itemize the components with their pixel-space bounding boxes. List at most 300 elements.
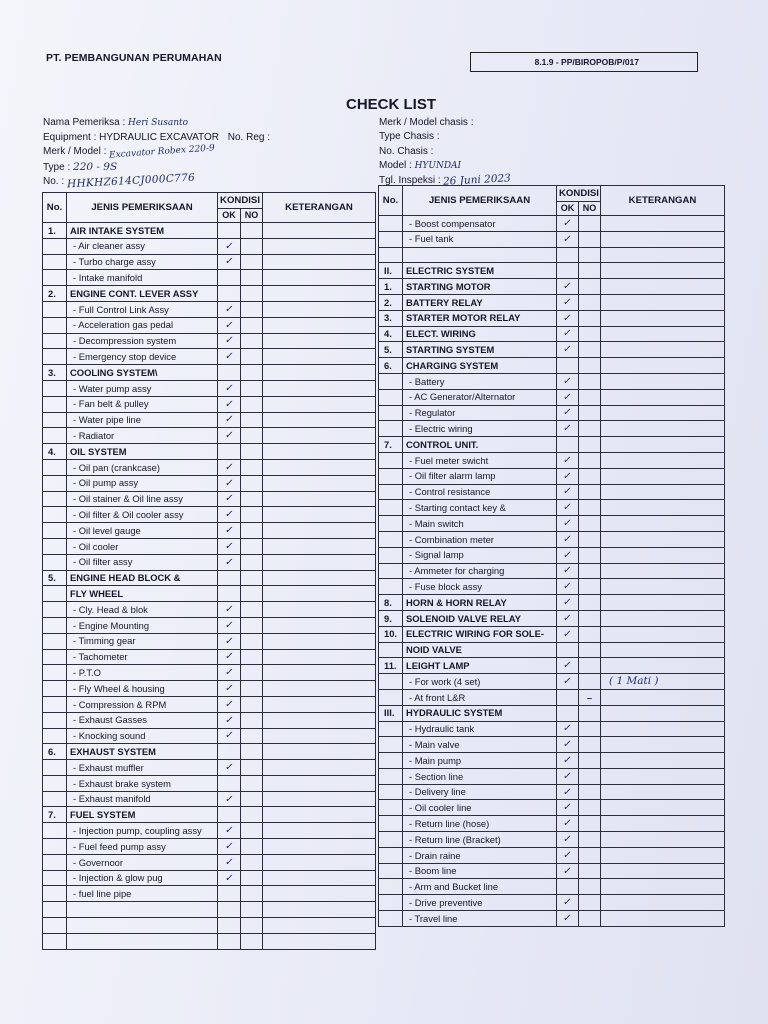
keterangan-cell bbox=[601, 263, 725, 279]
keterangan-cell bbox=[263, 633, 376, 649]
keterangan-cell bbox=[601, 326, 725, 342]
ok-cell bbox=[557, 405, 579, 421]
ok-cell bbox=[218, 523, 241, 539]
tgl-inspeksi-value: 26 Juni 2023 bbox=[443, 172, 512, 188]
keterangan-cell bbox=[601, 832, 725, 848]
keterangan-text bbox=[603, 391, 609, 403]
keterangan-text bbox=[265, 240, 271, 252]
company-name: PT. PEMBANGUNAN PERUMAHAN bbox=[46, 52, 222, 64]
item-label: - Battery bbox=[403, 373, 557, 389]
item-label: - Oil pump assy bbox=[67, 475, 218, 491]
table-row bbox=[43, 254, 376, 270]
keterangan-text bbox=[603, 849, 609, 861]
checkmark-icon: ✓ bbox=[562, 912, 573, 924]
section-label: CHARGING SYSTEM bbox=[403, 358, 557, 374]
row-number bbox=[379, 911, 403, 927]
row-number bbox=[43, 649, 67, 665]
row-number bbox=[43, 301, 67, 317]
row-number bbox=[379, 421, 403, 437]
keterangan-text bbox=[603, 881, 609, 893]
no-cell bbox=[241, 602, 263, 618]
keterangan-cell bbox=[263, 538, 376, 554]
equipment-label: Equipment : HYDRAULIC EXCAVATOR bbox=[43, 132, 219, 143]
row-number bbox=[43, 791, 67, 807]
ok-cell bbox=[218, 744, 241, 760]
keterangan-text bbox=[603, 628, 609, 640]
keterangan-cell bbox=[601, 847, 725, 863]
table-row bbox=[379, 816, 725, 832]
checkmark-icon: ✓ bbox=[562, 565, 573, 577]
no-cell bbox=[241, 491, 263, 507]
row-number: 7. bbox=[379, 437, 403, 453]
checkmark-icon: ✓ bbox=[224, 604, 235, 616]
keterangan-text bbox=[265, 319, 271, 331]
header-no-kondisi: NO bbox=[579, 202, 601, 216]
table-row bbox=[43, 870, 376, 886]
tgl-inspeksi-label: Tgl. Inspeksi : bbox=[379, 175, 441, 186]
keterangan-text bbox=[265, 730, 271, 742]
row-number bbox=[43, 428, 67, 444]
no-cell bbox=[241, 696, 263, 712]
table-row bbox=[43, 444, 376, 460]
item-label: - Regulator bbox=[403, 405, 557, 421]
ok-cell bbox=[218, 807, 241, 823]
checkmark-icon: ✓ bbox=[562, 597, 573, 609]
keterangan-cell bbox=[263, 475, 376, 491]
model-field bbox=[379, 160, 461, 171]
ok-cell bbox=[557, 753, 579, 769]
no-cell bbox=[579, 342, 601, 358]
row-number bbox=[379, 832, 403, 848]
header-no: No. bbox=[43, 193, 67, 223]
row-number bbox=[379, 674, 403, 690]
item-label: - Turbo charge assy bbox=[67, 254, 218, 270]
item-label: - AC Generator/Alternator bbox=[403, 389, 557, 405]
section-label: BATTERY RELAY bbox=[403, 294, 557, 310]
ok-cell bbox=[218, 586, 241, 602]
keterangan-text bbox=[603, 533, 609, 545]
table-row bbox=[379, 800, 725, 816]
item-label: - Emergency stop device bbox=[67, 349, 218, 365]
table-row bbox=[379, 705, 725, 721]
ok-cell bbox=[218, 475, 241, 491]
row-number bbox=[43, 854, 67, 870]
no-cell bbox=[579, 832, 601, 848]
checkmark-icon: ✓ bbox=[224, 683, 235, 694]
keterangan-text bbox=[265, 540, 271, 552]
keterangan-text bbox=[603, 407, 609, 419]
keterangan-cell bbox=[601, 516, 725, 532]
keterangan-cell bbox=[601, 342, 725, 358]
row-number bbox=[43, 317, 67, 333]
row-number bbox=[379, 642, 403, 658]
checkmark-icon: ✓ bbox=[562, 233, 573, 245]
row-number: 10. bbox=[379, 626, 403, 642]
table-row bbox=[43, 554, 376, 570]
row-number bbox=[379, 468, 403, 484]
keterangan-cell bbox=[263, 839, 376, 855]
table-row bbox=[379, 279, 725, 295]
ok-cell bbox=[557, 737, 579, 753]
item-label: - At front L&R bbox=[403, 689, 557, 705]
item-label: - Delivery line bbox=[403, 784, 557, 800]
ok-cell bbox=[557, 342, 579, 358]
keterangan-cell bbox=[601, 689, 725, 705]
table-row bbox=[43, 933, 376, 949]
keterangan-cell bbox=[263, 459, 376, 475]
table-row bbox=[43, 459, 376, 475]
row-number bbox=[43, 712, 67, 728]
header-no: No. bbox=[379, 186, 403, 216]
no-cell bbox=[579, 879, 601, 895]
keterangan-text bbox=[603, 865, 609, 877]
table-row bbox=[379, 326, 725, 342]
keterangan-text bbox=[265, 619, 271, 631]
ok-cell bbox=[557, 579, 579, 595]
section-label: STARTING SYSTEM bbox=[403, 342, 557, 358]
no-cell bbox=[579, 642, 601, 658]
table-row bbox=[379, 484, 725, 500]
row-number: 4. bbox=[43, 444, 67, 460]
section-label: STARTING MOTOR bbox=[403, 279, 557, 295]
table-row bbox=[43, 523, 376, 539]
keterangan-text bbox=[603, 833, 609, 845]
row-number bbox=[43, 760, 67, 776]
keterangan-cell bbox=[263, 649, 376, 665]
item-label: - Water pipe line bbox=[67, 412, 218, 428]
ok-cell bbox=[557, 437, 579, 453]
item-label: - Boom line bbox=[403, 863, 557, 879]
no-cell bbox=[241, 807, 263, 823]
checkmark-icon: ✓ bbox=[224, 256, 235, 268]
no-chasis-field bbox=[379, 146, 433, 157]
header-ok: OK bbox=[557, 202, 579, 216]
keterangan-cell bbox=[263, 823, 376, 839]
ok-cell bbox=[557, 800, 579, 816]
row-number bbox=[43, 696, 67, 712]
no-cell bbox=[579, 705, 601, 721]
row-number: 7. bbox=[43, 807, 67, 823]
no-cell bbox=[579, 674, 601, 690]
table-row bbox=[379, 911, 725, 927]
checkmark-icon: ✓ bbox=[224, 698, 235, 710]
row-number bbox=[43, 870, 67, 886]
checkmark-icon: ✓ bbox=[224, 840, 235, 852]
table-row bbox=[43, 317, 376, 333]
checkmark-icon: ✓ bbox=[224, 540, 235, 552]
table-row bbox=[379, 531, 725, 547]
item-label: - Oil filter & Oil cooler assy bbox=[67, 507, 218, 523]
row-number: 9. bbox=[379, 610, 403, 626]
row-number bbox=[43, 238, 67, 254]
no-cell bbox=[579, 389, 601, 405]
keterangan-cell bbox=[601, 610, 725, 626]
item-label: - Oil filter assy bbox=[67, 554, 218, 570]
keterangan-cell bbox=[263, 791, 376, 807]
ok-cell bbox=[557, 863, 579, 879]
table-row bbox=[379, 721, 725, 737]
keterangan-cell bbox=[601, 484, 725, 500]
no-cell bbox=[241, 870, 263, 886]
no-cell bbox=[241, 365, 263, 381]
keterangan-cell bbox=[601, 658, 725, 674]
keterangan-cell bbox=[601, 863, 725, 879]
checkmark-icon: ✓ bbox=[224, 351, 235, 363]
merk-model-value: Excavator Robex 220-9 bbox=[108, 143, 216, 161]
row-number: 1. bbox=[43, 223, 67, 239]
ok-cell bbox=[218, 823, 241, 839]
table-row bbox=[379, 405, 725, 421]
keterangan-text bbox=[603, 359, 609, 371]
no-cell bbox=[579, 847, 601, 863]
no-cell bbox=[579, 405, 601, 421]
ok-cell bbox=[557, 279, 579, 295]
keterangan-text bbox=[265, 477, 271, 489]
ok-cell bbox=[218, 507, 241, 523]
table-row bbox=[379, 753, 725, 769]
row-number bbox=[379, 895, 403, 911]
row-number bbox=[43, 886, 67, 902]
keterangan-text bbox=[603, 344, 609, 356]
ok-cell bbox=[557, 911, 579, 927]
keterangan-text bbox=[603, 691, 609, 703]
item-label: - Fan belt & pulley bbox=[67, 396, 218, 412]
row-number bbox=[43, 475, 67, 491]
merk-model-field bbox=[43, 143, 216, 161]
keterangan-cell bbox=[601, 784, 725, 800]
table-row bbox=[379, 879, 725, 895]
no-cell bbox=[579, 721, 601, 737]
keterangan-cell bbox=[601, 563, 725, 579]
checkmark-icon: ✓ bbox=[224, 493, 235, 505]
keterangan-cell bbox=[263, 523, 376, 539]
ok-cell bbox=[557, 768, 579, 784]
checklist-table-left bbox=[42, 192, 376, 950]
keterangan-text bbox=[265, 856, 271, 868]
item-label: - Control resistance bbox=[403, 484, 557, 500]
no-cell bbox=[579, 911, 601, 927]
no-cell bbox=[241, 665, 263, 681]
table-row bbox=[379, 832, 725, 848]
row-number: 5. bbox=[43, 570, 67, 586]
no-cell bbox=[579, 547, 601, 563]
header-kondisi: KONDISI bbox=[218, 193, 263, 209]
checkmark-icon: ✓ bbox=[562, 770, 573, 782]
table-row bbox=[43, 807, 376, 823]
table-row bbox=[379, 342, 725, 358]
keterangan-cell bbox=[263, 933, 376, 949]
table-row bbox=[379, 642, 725, 658]
keterangan-cell bbox=[263, 775, 376, 791]
row-number: 1. bbox=[379, 279, 403, 295]
keterangan-text bbox=[265, 351, 271, 363]
row-number: 4. bbox=[379, 326, 403, 342]
table-row bbox=[379, 610, 725, 626]
keterangan-cell bbox=[263, 807, 376, 823]
row-number bbox=[43, 538, 67, 554]
table-row bbox=[43, 238, 376, 254]
header-ok: OK bbox=[218, 209, 241, 223]
item-label: - Knocking sound bbox=[67, 728, 218, 744]
merk-model-chasis-field bbox=[379, 117, 473, 128]
keterangan-cell bbox=[263, 270, 376, 286]
row-number: 11. bbox=[379, 658, 403, 674]
ok-cell bbox=[218, 649, 241, 665]
no-cell bbox=[241, 617, 263, 633]
row-number bbox=[43, 602, 67, 618]
ok-cell bbox=[218, 665, 241, 681]
keterangan-cell bbox=[601, 911, 725, 927]
item-label: - P.T.O bbox=[67, 665, 218, 681]
no-cell bbox=[241, 823, 263, 839]
item-label: - Boost compensator bbox=[403, 216, 557, 232]
no-cell bbox=[241, 507, 263, 523]
checkmark-icon: ✓ bbox=[562, 786, 573, 798]
row-number bbox=[379, 531, 403, 547]
checklist-table-right bbox=[378, 185, 725, 927]
item-label: - Oil level gauge bbox=[67, 523, 218, 539]
item-label: - Hydraulic tank bbox=[403, 721, 557, 737]
keterangan-cell bbox=[263, 223, 376, 239]
keterangan-text bbox=[265, 524, 271, 536]
no-cell bbox=[579, 373, 601, 389]
table-row bbox=[43, 570, 376, 586]
keterangan-text bbox=[265, 287, 271, 299]
item-label: - Electric wiring bbox=[403, 421, 557, 437]
keterangan-cell bbox=[601, 642, 725, 658]
table-row bbox=[379, 563, 725, 579]
ok-cell bbox=[218, 933, 241, 949]
keterangan-text bbox=[603, 786, 609, 798]
keterangan-text bbox=[603, 549, 609, 561]
keterangan-cell bbox=[263, 238, 376, 254]
row-number: II. bbox=[379, 263, 403, 279]
item-label: - Main pump bbox=[403, 753, 557, 769]
keterangan-text bbox=[603, 644, 609, 656]
checkmark-icon: ✓ bbox=[224, 319, 235, 331]
table-row bbox=[379, 689, 725, 705]
table-row bbox=[43, 491, 376, 507]
ok-cell bbox=[218, 301, 241, 317]
row-number bbox=[43, 586, 67, 602]
checkmark-icon: ✓ bbox=[562, 375, 573, 387]
item-label: - Main switch bbox=[403, 516, 557, 532]
type-chasis-label: Type Chasis : bbox=[379, 131, 440, 142]
page-title: CHECK LIST bbox=[346, 96, 436, 113]
no-reg-label: No. Reg : bbox=[227, 132, 271, 143]
checkmark-icon: ✓ bbox=[562, 486, 573, 498]
checkmark-icon: ✓ bbox=[562, 676, 573, 687]
ok-cell bbox=[557, 547, 579, 563]
ok-cell bbox=[557, 421, 579, 437]
keterangan-text bbox=[265, 398, 271, 410]
keterangan-cell bbox=[601, 737, 725, 753]
row-number bbox=[43, 459, 67, 475]
checklist-body-right bbox=[379, 216, 725, 927]
ok-cell bbox=[218, 365, 241, 381]
table-row bbox=[43, 633, 376, 649]
keterangan-cell bbox=[601, 674, 725, 690]
ok-cell bbox=[218, 870, 241, 886]
item-label: - Intake manifold bbox=[67, 270, 218, 286]
table-row bbox=[43, 428, 376, 444]
ok-cell bbox=[218, 902, 241, 918]
ok-cell bbox=[557, 263, 579, 279]
item-label: - Arm and Bucket line bbox=[403, 879, 557, 895]
no-cell bbox=[579, 247, 601, 263]
ok-cell bbox=[218, 775, 241, 791]
section-label: ELECTRIC SYSTEM bbox=[403, 263, 557, 279]
ok-cell bbox=[218, 412, 241, 428]
table-row bbox=[43, 412, 376, 428]
no-cell bbox=[241, 681, 263, 697]
no-cell bbox=[241, 223, 263, 239]
checkmark-icon: ✓ bbox=[562, 454, 573, 466]
no-cell bbox=[241, 238, 263, 254]
no-cell bbox=[241, 649, 263, 665]
ok-cell bbox=[557, 516, 579, 532]
keterangan-cell bbox=[263, 396, 376, 412]
item-label: - Engine Mounting bbox=[67, 617, 218, 633]
row-number: 6. bbox=[379, 358, 403, 374]
header-kondisi: KONDISI bbox=[557, 186, 601, 202]
keterangan-text bbox=[265, 335, 271, 347]
keterangan-text bbox=[603, 802, 609, 814]
row-number bbox=[379, 879, 403, 895]
document-number-box bbox=[470, 52, 698, 72]
keterangan-cell bbox=[263, 444, 376, 460]
keterangan-cell bbox=[263, 554, 376, 570]
no-cell bbox=[241, 475, 263, 491]
ok-cell bbox=[557, 373, 579, 389]
keterangan-text bbox=[603, 233, 609, 245]
keterangan-cell bbox=[601, 895, 725, 911]
keterangan-cell bbox=[601, 231, 725, 247]
item-label: - Air cleaner assy bbox=[67, 238, 218, 254]
row-number bbox=[379, 516, 403, 532]
keterangan-text bbox=[265, 809, 271, 821]
no-cell bbox=[579, 689, 601, 705]
table-row bbox=[43, 586, 376, 602]
keterangan-text bbox=[265, 840, 271, 852]
section-label: ENGINE HEAD BLOCK & bbox=[67, 570, 218, 586]
ok-cell bbox=[218, 286, 241, 302]
no-cell bbox=[241, 301, 263, 317]
no-cell bbox=[241, 254, 263, 270]
checkmark-icon: ✓ bbox=[224, 714, 235, 726]
row-number bbox=[379, 452, 403, 468]
no-cell bbox=[241, 902, 263, 918]
no-chasis-label: No. Chasis : bbox=[379, 146, 434, 157]
checkmark-icon: ✓ bbox=[562, 533, 573, 545]
keterangan-cell bbox=[263, 886, 376, 902]
ok-cell bbox=[218, 696, 241, 712]
table-row bbox=[379, 547, 725, 563]
row-number bbox=[379, 247, 403, 263]
checkmark-icon: ✓ bbox=[562, 296, 573, 308]
header-jenis-pemeriksaan: JENIS PEMERIKSAAN bbox=[67, 193, 218, 223]
row-number bbox=[379, 863, 403, 879]
item-label: - Return line (hose) bbox=[403, 816, 557, 832]
keterangan-text bbox=[265, 682, 271, 694]
table-row bbox=[379, 768, 725, 784]
keterangan-text bbox=[265, 572, 271, 584]
ok-cell bbox=[218, 380, 241, 396]
item-label: - For work (4 set) bbox=[403, 674, 557, 690]
table-row bbox=[43, 380, 376, 396]
no-cell bbox=[579, 294, 601, 310]
checkmark-icon: ✓ bbox=[224, 430, 235, 442]
